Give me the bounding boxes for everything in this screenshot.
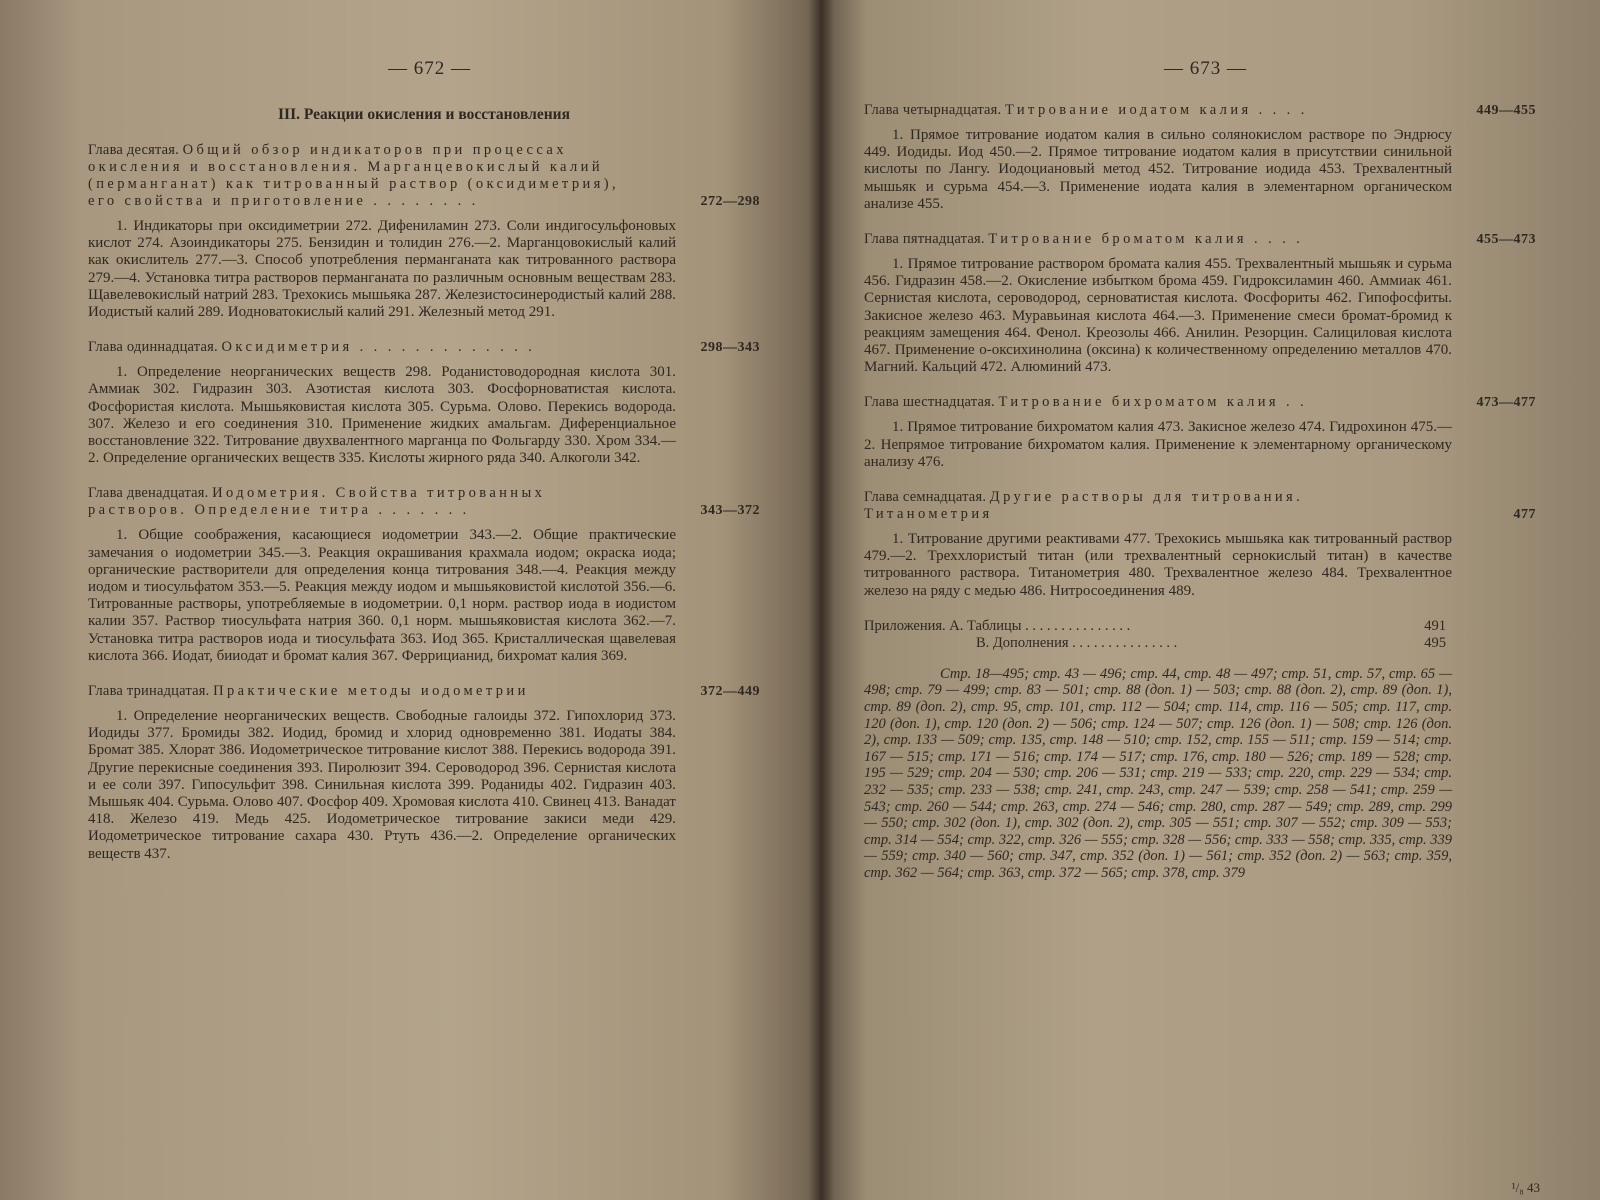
section-title: III. Реакции окисления и восстановления [278,106,570,123]
chapter-contents: 1. Прямое титрование бихроматом калия 473. Закисное железо 474. Гидрохинон 475.—2. Непрямое титрование бихроматом калия. Применение к элементарному органическому анализу 476. [864,419,1452,470]
chapter-heading [864,489,1536,523]
chapter-contents: 1. Общие соображения, касающиеся иодометрии 343.—2. Общие практические замечания о иодометрии 345.—3. Реакция окрашивания крахмала иодом; окраска иода; органические растворители для определения конца титрования 348.—4. Реакция между иодом и тиосульфатом 353.—5. Реакция между иодом и мышьяковистой кислотой 356.—6. Титрованные растворы, употребляемые в иодометрии. 0,1 норм. раствор иода в иодистом калии 357. Раствор тиосульфата натрия 360. 0,1 норм. мышьяковистая кислота 362.—7. Установка титра растворов иода и тиосульфата 363. Иод 365. Кристаллическая щавелевая кислота 366. Иодат, бииодат и бромат калия 367. Феррицианид, бихромат калия 369. [88,527,676,664]
chapter-entry [88,683,760,863]
chapter-contents: 1. Индикаторы при оксидиметрии 272. Дифениламин 273. Соли индигосульфоновых кислот 274. Азоиндикаторы 275. Бензидин и толидин 276.—2. Марганцовокислый калий как окислитель 277.—3. Способ употребления перманганата как титрованного раствора 279.—4. Установка титра растворов перманганата по различным основным веществам 283. Щавелевокислый натрий 283. Трехокись мышьяка 287. Железистосинеродистый калий 288. Иодистый калий 289. Иодноватокислый калий 291. Железный метод 291. [88,218,676,321]
appendix-page: 495 [1424,634,1446,651]
chapter-entry [88,485,760,665]
page-number: — 673 — [1164,58,1247,79]
chapter-pages: 298—343 [700,340,760,356]
chapter-label: Глава одиннадцатая. [88,339,218,356]
chapter-heading [88,683,760,700]
corrections-index: Стр. 18—495; стр. 43 — 496; стр. 44, стр. 48 — 497; стр. 51, стр. 57, стр. 65 — 498; стр. 79 — 499; стр. 83 — 501; стр. 88 (доп. 1) — 503; стр. 88 (доп. 2), стр. 89 (доп. 1), стр. 89 (доп. 2), стр. 95, стр. 101, стр. 112 — 504; стр. 114, стр. 116 — 505; стр. 117, стр. 120 (доп. 1), стр. 120 (доп. 2) — 506; стр. 124 — 507; стр. 126 (доп. 1) — 508; стр. 126 (доп. 2), стр. 133 — 509; стр. 135, стр. 148 — 510; стр. 152, стр. 155 — 511; стр. 159 — 514; стр. 167 — 515; стр. 171 — 516; стр. 174 — 517; стр. 176, стр. 180 — 526; стр. 189 — 528; стр. 195 — 529; стр. 204 — 530; стр. 206 — 531; стр. 219 — 533; стр. 220, стр. 229 — 534; стр. 232 — 535; стр. 233 — 538; стр. 241, стр. 243, стр. 247 — 539; стр. 258 — 541; стр. 259 — 543; стр. 260 — 544; стр. 263, стр. 274 — 546; стр. 280, стр. 287 — 549; стр. 289, стр. 299 — 550; стр. 302 (доп. 1), стр. 302 (доп. 2), стр. 305 — 551; стр. 307 — 552; стр. 309 — 553; стр. 314 — 554; стр. 322, стр. 326 — 555; стр. 328 — 556; стр. 333 — 558; стр. 335, стр. 339 — 559; стр. 340 — 560; стр. 347, стр. 352 (доп. 1) — 561; стр. 352 (доп. 2) — 563; стр. 359, стр. 362 — 564; стр. 363, стр. 372 — 565; стр. 378, стр. 379 [864,665,1452,881]
chapter-contents: 1. Прямое титрование раствором бромата калия 455. Трехвалентный мышьяк и сурьма 456. Гидразин 458.—2. Окисление избытком брома 459. Гидроксиламин 460. Аммиак 461. Сернистая кислота, сероводород, серноватистая кислота. Фосфориты 462. Гипофосфиты. Закисное железо 463. Муравьиная кислота 464.—3. Применение смеси бромат-бромид к реакциям замещения 464. Фенол. Креозолы 466. Анилин. Резорцин. Салициловая кислота 467. Применение о-оксихинолина (оксина) к количественному определению металлов 470. Магний. Кальций 472. Алюминий 473. [864,256,1452,376]
chapter-contents: 1. Титрование другими реактивами 477. Трехокись мышьяка как титрованный раствор 479.—2. Треххлористый титан (или трехвалентный сернокислый титан) в качестве титрованного раствора. Титанометрия 480. Трехвалентное железо 484. Трехвалентное железо на ряду с медью 486. Нитросоединения 489. [864,531,1452,599]
chapter-pages: 372—449 [700,684,760,700]
appendix-row [864,635,1536,652]
chapter-entry [864,102,1536,213]
chapter-heading [88,339,760,356]
chapter-entry [864,394,1536,471]
chapter-label: Глава пятнадцатая. [864,231,985,248]
chapter-entry [88,339,760,467]
chapter-heading [864,231,1536,248]
chapter-label: Глава семнадцатая. [864,489,987,506]
chapter-title: Иодометрия. Свойства титрованных растворов. Определение титра . . . . . . . [88,485,546,519]
chapter-contents: 1. Прямое титрование иодатом калия в сильно солянокислом растворе по Эндрюсу 449. Иодиды. Иод 450.—2. Прямое титрование иодатом калия в присутствии синильной кислоты по Лангу. Иодоциановый метод 452. Титрование иодида 453. Трехвалентный мышьяк и сурьма 454.—3. Применение иодата калия в элементарном органическом анализе 455. [864,127,1452,212]
chapter-heading [864,394,1536,411]
chapter-title: Общий обзор индикаторов при процессах окисления и восстановления. Марганцевокислый калий (перманганат) как титрованный раствор (оксидиметрия), его свойства и приготовление . . . . . . . . [88,142,619,209]
chapter-pages: 449—455 [1476,103,1536,118]
page-number: — 672 — [388,58,471,79]
chapter-label: Глава четырнадцатая. [864,102,1002,118]
chapter-contents: 1. Определение неорганических веществ. Свободные галоиды 372. Гипохлорид 373. Иодиды 377. Бромиды 382. Иодид, бромид и хлорид одновременно 381. Иодаты 384. Бромат 385. Хлорат 386. Иодометрическое титрование кислот 388. Перекись водорода 391. Другие перекисные соединения 393. Пиролюзит 394. Сероводород 396. Сернистая кислота и ее соли 397. Гипосульфит 398. Синильная кислота 399. Роданиды 402. Гидразин 403. Мышьяк 404. Сурьма. Олово 407. Фосфор 409. Хромовая кислота 410. Свинец 413. Ванадат 418. Железо 419. Медь 425. Иодометрическое титрование закиси меди 429. Иодометрическое титрование сахара 430. Ртуть 436.—2. Определение органических веществ 437. [88,708,676,862]
chapter-pages: 343—372 [700,503,760,519]
chapter-contents: 1. Определение неорганических веществ 298. Роданистоводородная кислота 301. Аммиак 302. Гидразин 303. Азотистая кислота 303. Фосфорноватистая кислота. Фосфористая кислота. Мышьяковистая кислота 305. Сурьма. Олово. Перекись водорода. 307. Железо и его соединения 310. Применение жидких амальгам. Диференциальное восстановление 322. Титрование двухвалентного марганца по Фольгарду 330. Хром 334.—2. Определение органических веществ 335. Кислоты жирного ряда 340. Алкоголи 342. [88,364,676,467]
book-gutter [808,0,834,1200]
chapter-pages: 477 [1513,507,1536,523]
appendix-list [864,618,1536,652]
chapter-heading [88,485,760,519]
chapter-label: Глава шестнадцатая. [864,394,995,411]
chapter-pages: 272—298 [700,194,760,209]
chapter-title: Титрование бихроматом калия . . [998,394,1308,411]
signature-mark: ¹/₈ 43 [1511,1180,1540,1195]
right-page [820,0,1600,1200]
chapter-pages: 455—473 [1476,232,1536,248]
chapter-title: Практические методы иодометрии [213,683,529,700]
chapter-title: Титрование иодатом калия . . . . [1005,102,1308,118]
chapter-heading [864,102,1536,119]
chapter-heading [88,142,760,210]
appendix-label: Приложения. А. Таблицы . . . . . . . . . . . . . . . [864,617,1131,634]
appendix-label: В. Дополнения . . . . . . . . . . . . . . . [976,634,1178,651]
chapter-title: Оксидиметрия . . . . . . . . . . . . . [221,339,536,356]
chapter-label: Глава тринадцатая. [88,683,210,700]
chapter-title: Титрование броматом калия . . . . [988,231,1304,248]
appendix-row [864,618,1536,635]
chapter-entry [864,231,1536,376]
chapter-label: Глава десятая. [88,142,180,158]
appendix-page: 491 [1424,617,1446,634]
chapter-entry [864,489,1536,600]
chapter-pages: 473—477 [1476,395,1536,411]
chapter-title: Другие растворы для титрования. Титанометрия [864,489,1304,523]
chapter-label: Глава двенадцатая. [88,485,209,502]
chapter-entry [88,142,760,321]
